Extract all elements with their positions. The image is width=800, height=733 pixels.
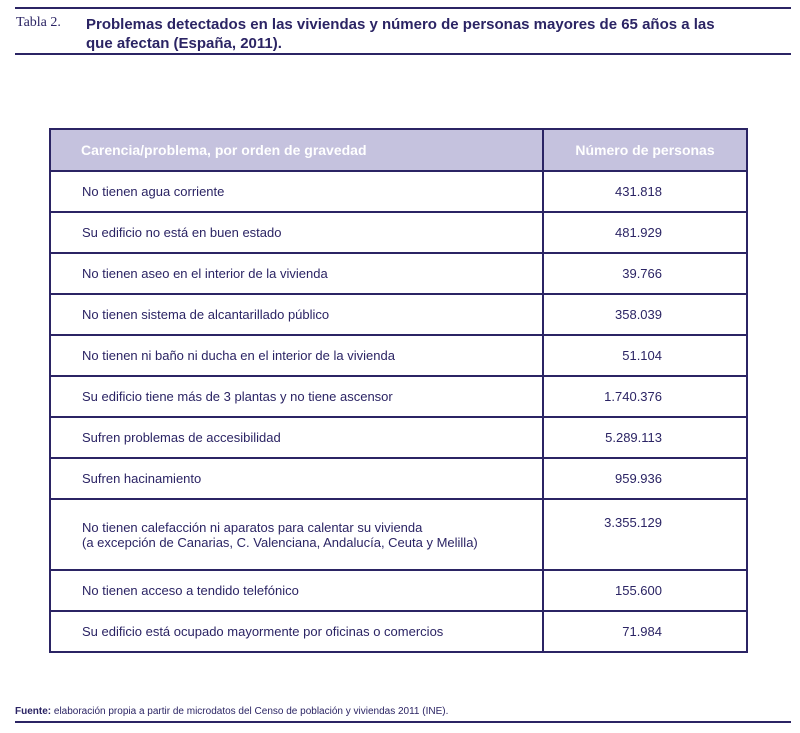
column-header-people: Número de personas [543,129,747,171]
table-row [50,335,747,376]
table-row [50,417,747,458]
column-header-problem: Carencia/problema, por orden de gravedad [50,129,543,171]
people-cell: 481.929 [543,212,747,253]
bottom-rule [15,721,791,723]
people-cell: 431.818 [543,171,747,212]
header-row [50,129,747,171]
problem-cell: Su edificio tiene más de 3 plantas y no tiene ascensor [50,376,543,417]
table-row [50,499,747,570]
people-cell: 1.740.376 [543,376,747,417]
problem-line-1: No tienen calefacción ni aparatos para calentar su vivienda [82,519,423,535]
table-row [50,253,747,294]
data-table [49,128,748,653]
people-cell: 39.766 [543,253,747,294]
table-row [50,376,747,417]
problem-cell: No tienen sistema de alcantarillado público [50,294,543,335]
people-cell: 71.984 [543,611,747,652]
top-rule [15,7,791,9]
problem-cell [50,499,543,570]
problem-cell: Sufren problemas de accesibilidad [50,417,543,458]
table-row [50,212,747,253]
people-cell: 3.355.129 [543,499,747,570]
problem-line-2: (a excepción de Canarias, C. Valenciana, Andalucía, Ceuta y Melilla) [82,534,478,550]
problem-cell: Sufren hacinamiento [50,458,543,499]
table-row [50,294,747,335]
people-cell: 155.600 [543,570,747,611]
table-row [50,171,747,212]
problem-cell: No tienen ni baño ni ducha en el interior de la vivienda [50,335,543,376]
source-note [15,706,448,717]
table-title: Problemas detectados en las viviendas y número de personas mayores de 65 años a las que afectan (España, 2011). [86,16,715,52]
source-label: Fuente: [15,706,52,717]
problem-cell: Su edificio no está en buen estado [50,212,543,253]
people-cell: 959.936 [543,458,747,499]
title-rule [15,53,791,55]
table-row [50,570,747,611]
people-cell: 5.289.113 [543,417,747,458]
table-row [50,611,747,652]
source-text: elaboración propia a partir de microdatos del Censo de población y viviendas 2011 (INE). [51,706,449,717]
people-cell: 358.039 [543,294,747,335]
people-cell: 51.104 [543,335,747,376]
problem-cell: No tienen aseo en el interior de la vivienda [50,253,543,294]
table-number: Tabla 2. [16,15,61,30]
problem-cell: No tienen acceso a tendido telefónico [50,570,543,611]
problem-cell: Su edificio está ocupado mayormente por oficinas o comercios [50,611,543,652]
table-row [50,458,747,499]
problem-cell: No tienen agua corriente [50,171,543,212]
